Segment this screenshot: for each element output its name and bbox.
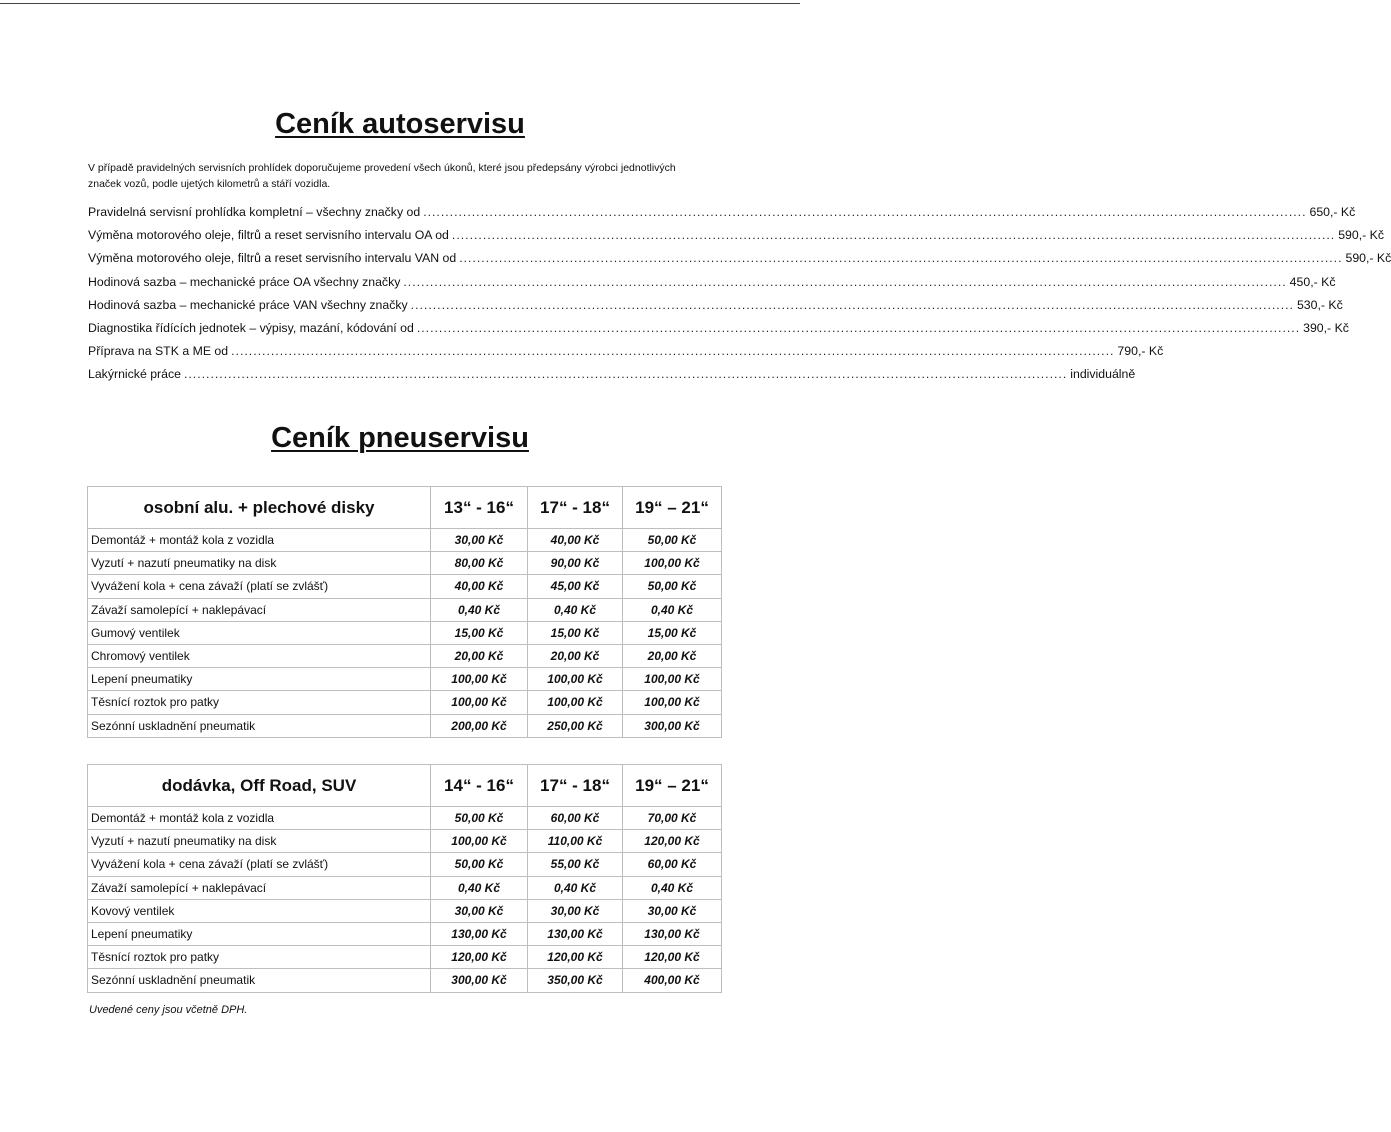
service-price-list bbox=[88, 205, 1391, 391]
price-cell: 0,40 Kč bbox=[623, 598, 722, 621]
service-name: Příprava na STK a ME od bbox=[88, 344, 229, 359]
service-price: 590,- Kč bbox=[1338, 228, 1384, 243]
table-row bbox=[88, 830, 722, 853]
service-row bbox=[88, 228, 1384, 251]
table-row bbox=[88, 575, 722, 598]
service-row bbox=[88, 320, 1349, 344]
price-cell: 250,00 Kč bbox=[528, 714, 623, 737]
service-name: Hodinová sazba – mechanické práce OA všechny značky bbox=[88, 274, 401, 289]
price-cell: 0,40 Kč bbox=[623, 876, 722, 899]
price-cell: 100,00 Kč bbox=[431, 830, 528, 853]
dot-leader: ........................................................................................................................................................................................................ bbox=[416, 320, 1301, 335]
price-cell: 70,00 Kč bbox=[623, 807, 722, 830]
price-cell: 50,00 Kč bbox=[431, 807, 528, 830]
table-heading: osobní alu. + plechové disky bbox=[88, 487, 431, 529]
column-size-1: 13“ - 16“ bbox=[431, 487, 528, 529]
price-cell: 300,00 Kč bbox=[623, 714, 722, 737]
service-name: Diagnostika řídících jednotek – výpisy, mazání, kódování od bbox=[88, 320, 414, 335]
service-row bbox=[88, 297, 1343, 321]
service-name: Výměna motorového oleje, filtrů a reset servisního intervalu VAN od bbox=[88, 251, 457, 266]
price-cell: 20,00 Kč bbox=[431, 644, 528, 667]
page-title: Ceník autoservisu bbox=[275, 108, 525, 140]
table-row bbox=[88, 691, 722, 714]
dot-leader: ........................................................................................................................................................................................................ bbox=[183, 367, 1068, 382]
price-cell: 30,00 Kč bbox=[528, 899, 623, 922]
row-label: Sezónní uskladnění pneumatik bbox=[88, 969, 431, 992]
column-size-2: 17“ - 18“ bbox=[528, 765, 623, 807]
dot-leader: ........................................................................................................................................................................................................ bbox=[459, 251, 1343, 266]
page-top-rule bbox=[0, 3, 800, 4]
price-cell: 0,40 Kč bbox=[431, 598, 528, 621]
price-cell: 40,00 Kč bbox=[431, 575, 528, 598]
row-label: Vyvážení kola + cena závaží (platí se zvlášť) bbox=[88, 575, 431, 598]
row-label: Vyzutí + nazutí pneumatiky na disk bbox=[88, 830, 431, 853]
table-row bbox=[88, 529, 722, 552]
price-cell: 130,00 Kč bbox=[623, 922, 722, 945]
dot-leader: ........................................................................................................................................................................................................ bbox=[403, 274, 1287, 289]
price-cell: 100,00 Kč bbox=[623, 691, 722, 714]
column-size-1: 14“ - 16“ bbox=[431, 765, 528, 807]
row-label: Závaží samolepící + naklepávací bbox=[88, 598, 431, 621]
service-price: 390,- Kč bbox=[1303, 320, 1349, 335]
price-cell: 20,00 Kč bbox=[528, 644, 623, 667]
price-cell: 100,00 Kč bbox=[528, 691, 623, 714]
price-cell: 130,00 Kč bbox=[528, 922, 623, 945]
table-row bbox=[88, 853, 722, 876]
row-label: Demontáž + montáž kola z vozidla bbox=[88, 807, 431, 830]
price-cell: 100,00 Kč bbox=[623, 668, 722, 691]
table-row bbox=[88, 598, 722, 621]
service-price: 530,- Kč bbox=[1296, 297, 1343, 312]
service-price: 650,- Kč bbox=[1309, 205, 1356, 219]
dot-leader: ........................................................................................................................................................................................................ bbox=[423, 205, 1307, 219]
dot-leader: ........................................................................................................................................................................................................ bbox=[451, 228, 1336, 243]
table-heading: dodávka, Off Road, SUV bbox=[88, 765, 431, 807]
price-cell: 60,00 Kč bbox=[528, 807, 623, 830]
intro-text: V případě pravidelných servisních prohlídek doporučujeme provedení všech úkonů, které jsou předepsány výrobci jednotlivých značek vozů, podle ujetých kilometrů a stáří vozidla. bbox=[88, 162, 676, 190]
vat-note: Uvedené ceny jsou včetně DPH. bbox=[89, 1004, 248, 1016]
price-cell: 100,00 Kč bbox=[528, 668, 623, 691]
price-cell: 45,00 Kč bbox=[528, 575, 623, 598]
table-row bbox=[88, 899, 722, 922]
row-label: Chromový ventilek bbox=[88, 644, 431, 667]
price-cell: 50,00 Kč bbox=[431, 853, 528, 876]
price-cell: 120,00 Kč bbox=[431, 946, 528, 969]
service-row bbox=[88, 367, 1136, 390]
row-label: Vyvážení kola + cena závaží (platí se zvlášť) bbox=[88, 853, 431, 876]
price-cell: 100,00 Kč bbox=[623, 552, 722, 575]
price-cell: 0,40 Kč bbox=[431, 876, 528, 899]
service-name: Pravidelná servisní prohlídka kompletní – všechny značky od bbox=[88, 205, 421, 219]
price-cell: 130,00 Kč bbox=[431, 922, 528, 945]
table-row bbox=[88, 714, 722, 737]
price-cell: 100,00 Kč bbox=[431, 668, 528, 691]
price-cell: 400,00 Kč bbox=[623, 969, 722, 992]
passenger-tire-price-table bbox=[87, 486, 722, 738]
price-cell: 350,00 Kč bbox=[528, 969, 623, 992]
van-suv-tire-price-table bbox=[87, 764, 722, 993]
table-row bbox=[88, 807, 722, 830]
service-name: Výměna motorového oleje, filtrů a reset servisního intervalu OA od bbox=[88, 228, 449, 243]
row-label: Kovový ventilek bbox=[88, 899, 431, 922]
service-row bbox=[88, 344, 1164, 367]
price-cell: 90,00 Kč bbox=[528, 552, 623, 575]
table-header-row bbox=[88, 487, 722, 529]
table-row bbox=[88, 876, 722, 899]
table-row bbox=[88, 969, 722, 992]
table-row bbox=[88, 621, 722, 644]
row-label: Gumový ventilek bbox=[88, 621, 431, 644]
column-size-3: 19“ – 21“ bbox=[623, 765, 722, 807]
price-cell: 120,00 Kč bbox=[528, 946, 623, 969]
price-cell: 0,40 Kč bbox=[528, 598, 623, 621]
price-cell: 15,00 Kč bbox=[431, 621, 528, 644]
price-cell: 30,00 Kč bbox=[431, 899, 528, 922]
table-row bbox=[88, 552, 722, 575]
row-label: Lepení pneumatiky bbox=[88, 668, 431, 691]
price-cell: 120,00 Kč bbox=[623, 830, 722, 853]
row-label: Vyzutí + nazutí pneumatiky na disk bbox=[88, 552, 431, 575]
price-cell: 100,00 Kč bbox=[431, 691, 528, 714]
price-cell: 55,00 Kč bbox=[528, 853, 623, 876]
table-row bbox=[88, 668, 722, 691]
price-cell: 50,00 Kč bbox=[623, 575, 722, 598]
price-cell: 50,00 Kč bbox=[623, 529, 722, 552]
price-cell: 60,00 Kč bbox=[623, 853, 722, 876]
service-row bbox=[88, 205, 1356, 228]
dot-leader: ........................................................................................................................................................................................................ bbox=[410, 297, 1294, 312]
table-row bbox=[88, 946, 722, 969]
row-label: Těsnící roztok pro patky bbox=[88, 946, 431, 969]
row-label: Sezónní uskladnění pneumatik bbox=[88, 714, 431, 737]
column-size-3: 19“ – 21“ bbox=[623, 487, 722, 529]
row-label: Závaží samolepící + naklepávací bbox=[88, 876, 431, 899]
row-label: Lepení pneumatiky bbox=[88, 922, 431, 945]
service-name: Lakýrnické práce bbox=[88, 367, 181, 382]
service-name: Hodinová sazba – mechanické práce VAN všechny značky bbox=[88, 297, 408, 312]
row-label: Demontáž + montáž kola z vozidla bbox=[88, 529, 431, 552]
row-label: Těsnící roztok pro patky bbox=[88, 691, 431, 714]
column-size-2: 17“ - 18“ bbox=[528, 487, 623, 529]
table-row bbox=[88, 644, 722, 667]
table-row bbox=[88, 922, 722, 945]
price-cell: 30,00 Kč bbox=[623, 899, 722, 922]
price-cell: 110,00 Kč bbox=[528, 830, 623, 853]
service-price: individuálně bbox=[1070, 367, 1136, 382]
price-cell: 20,00 Kč bbox=[623, 644, 722, 667]
service-row bbox=[88, 274, 1336, 298]
service-row bbox=[88, 251, 1391, 274]
price-cell: 15,00 Kč bbox=[623, 621, 722, 644]
price-cell: 30,00 Kč bbox=[431, 529, 528, 552]
dot-leader: ........................................................................................................................................................................................................ bbox=[231, 344, 1115, 359]
price-cell: 300,00 Kč bbox=[431, 969, 528, 992]
tire-service-title: Ceník pneuservisu bbox=[271, 422, 529, 454]
table-header-row bbox=[88, 765, 722, 807]
price-cell: 200,00 Kč bbox=[431, 714, 528, 737]
price-cell: 40,00 Kč bbox=[528, 529, 623, 552]
service-price: 790,- Kč bbox=[1117, 344, 1164, 359]
price-cell: 80,00 Kč bbox=[431, 552, 528, 575]
service-price: 590,- Kč bbox=[1345, 251, 1391, 266]
price-cell: 120,00 Kč bbox=[623, 946, 722, 969]
price-cell: 15,00 Kč bbox=[528, 621, 623, 644]
price-cell: 0,40 Kč bbox=[528, 876, 623, 899]
service-price: 450,- Kč bbox=[1289, 274, 1336, 289]
